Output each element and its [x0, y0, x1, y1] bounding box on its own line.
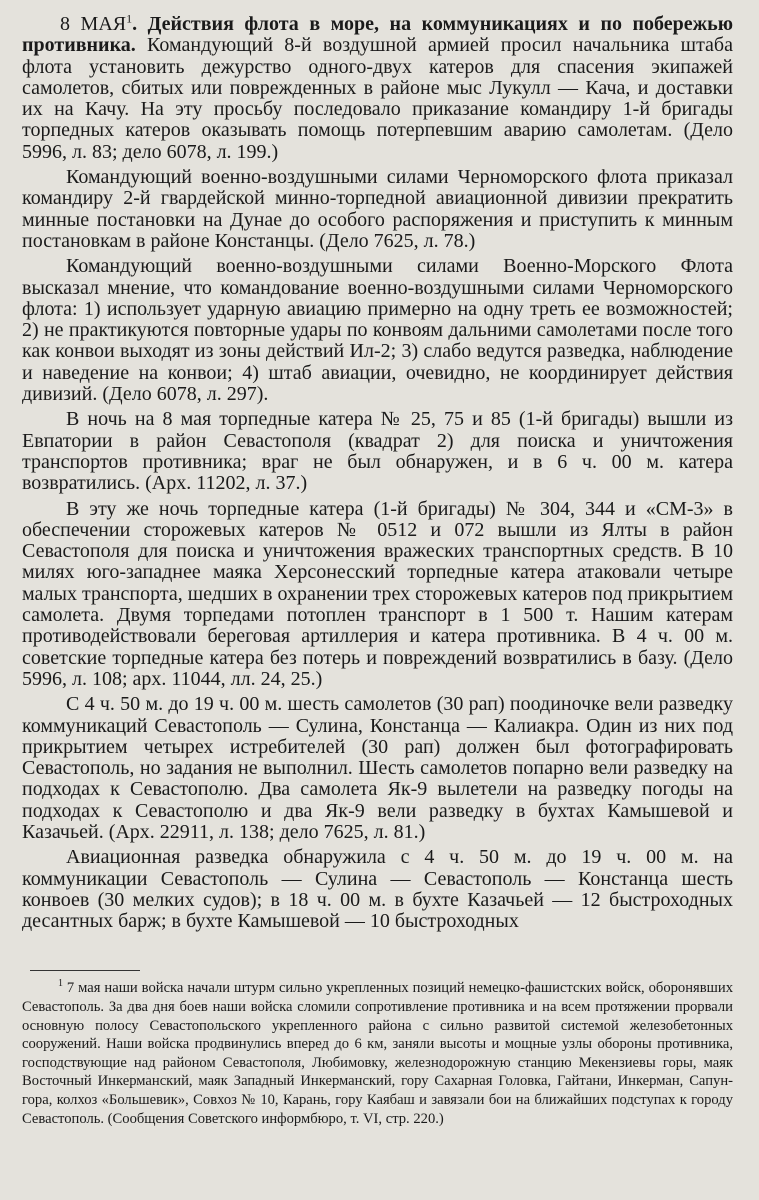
paragraph: Командующий военно-воздушными силами Военно-Морского Флота высказал мнение, что командование военно-воздушными силами Черноморского флота: 1) использует ударную авиацию примерно на одну треть ее возможностей; 2) не практикуются повторные удары по конвоям дальними самолетами после того как конвои выходят из зоны действий Ил-2; 3) слабо ведутся разведка, наблюдение и наведение на конвои; 4) штаб авиации, очевидно, не координирует действия дивизий. (Дело 6078, л. 297). — [22, 255, 733, 406]
entry-heading: . Действия флота в море, на коммуникациях и по побережью противника. — [22, 13, 733, 57]
paragraph: В ночь на 8 мая торпедные катера № 25, 75 и 85 (1-й бригады) вышли из Евпатории в район Севастополя (квадрат 2) для поиска и уничтожения транспортов противника; враг не был обнаружен, и в 6 ч. 00 м. катера возвратились. (Арх. 11202, л. 37.) — [22, 408, 733, 495]
lead-paragraph — [22, 11, 733, 163]
footnote-divider — [30, 970, 140, 971]
footnote-reference: 1 — [126, 11, 133, 26]
footnote — [22, 979, 733, 1128]
lead-text: Командующий 8-й воздушной армией просил начальника штаба флота установить дежурство одного-двух катеров для спасения экипажей самолетов, сбитых или поврежденных в районе мыс Лукулл — Кача, и доставки их на Качу. На эту просьбу последовало приказание командиру 1-й бригады торпедных катеров оказывать помощь потерпевшим аварию самолетам. (Дело 5996, л. 83; дело 6078, л. 199.) — [22, 34, 733, 163]
footnote-text: 7 мая наши войска начали штурм сильно укрепленных позиций немецко-фашистских войск, оборонявших Севастополь. За два дня боев наши войска сломили сопротивление противника и на всем протяжении прорвали основную полосу Севастопольского укрепленного района с сильно развитой системой железобетонных сооружений. Наши войска продвинулись вперед до 6 км, заняли высоты и мощные узлы обороны противника, господствующие над районом Севастополя, Любимовку, железнодорожную станцию Мекензиевы горы, маяк Восточный Инкерманский, маяк Западный Инкерманский, гору Сахарная Головка, Гайтани, Инкерман, Сапун-гора, колхоз «Большевик», Совхоз № 10, Карань, гору Каябаш и завязали бои на ближайших подступах к городу Севастополь. (Сообщения Советского информбюро, т. VI, стр. 220.) — [22, 980, 733, 1127]
paragraph: Авиационная разведка обнаружила с 4 ч. 50 м. до 19 ч. 00 м. на коммуникации Севастополь — Сулина — Севастополь — Констанца шесть конвоев (30 мелких судов); в 18 ч. 00 м. в бухте Казачьей — 12 быстроходных десантных барж; в бухте Камышевой — 10 быстроходных — [22, 846, 733, 933]
main-text — [22, 11, 733, 933]
footnote-paragraph — [22, 979, 733, 1128]
paragraph: В эту же ночь торпедные катера (1-й бригады) № 304, 344 и «СМ-3» в обеспечении сторожевых катеров № 0512 и 072 вышли из Ялты в район Севастополя для поиска и уничтожения вражеских транспортных средств. В 10 милях юго-западнее маяка Херсонесский торпедные катера атаковали четыре малых транспорта, шедших в охранении трех сторожевых катеров под прикрытием самолета. Двумя торпедами потоплен транспорт в 1 500 т. Нашим катерам противодействовали береговая артиллерия и катера противника. В 4 ч. 00 м. советские торпедные катера без потерь и повреждений возвратились в базу. (Дело 5996, л. 108; арх. 11044, лл. 24, 25.) — [22, 497, 733, 690]
entry-date: 8 МАЯ — [60, 13, 127, 35]
paragraph: Командующий военно-воздушными силами Черноморского флота приказал командиру 2-й гвардейской минно-торпедной авиационной дивизии прекратить минные постановки на Дунае до особого распоряжения и приступить к минным постановкам в районе Констанцы. (Дело 7625, л. 78.) — [22, 166, 733, 252]
footnote-mark: 1 — [58, 978, 63, 990]
paragraph: С 4 ч. 50 м. до 19 ч. 00 м. шесть самолетов (30 рап) поодиночке вели разведку коммуникаций Севастополь — Сулина, Констанца — Калиакра. Один из них под прикрытием четырех истребителей (30 рап) должен был фотографировать Севастополь, но задания не выполнил. Шесть самолетов попарно вели разведку на подходах к Севастополю. Два самолета Як-9 вылетели на разведку погоды на подходах к Севастополю и два Як-9 вели разведку в бухтах Камышевой и Казачьей. (Арх. 22911, л. 138; дело 7625, л. 81.) — [22, 693, 733, 843]
